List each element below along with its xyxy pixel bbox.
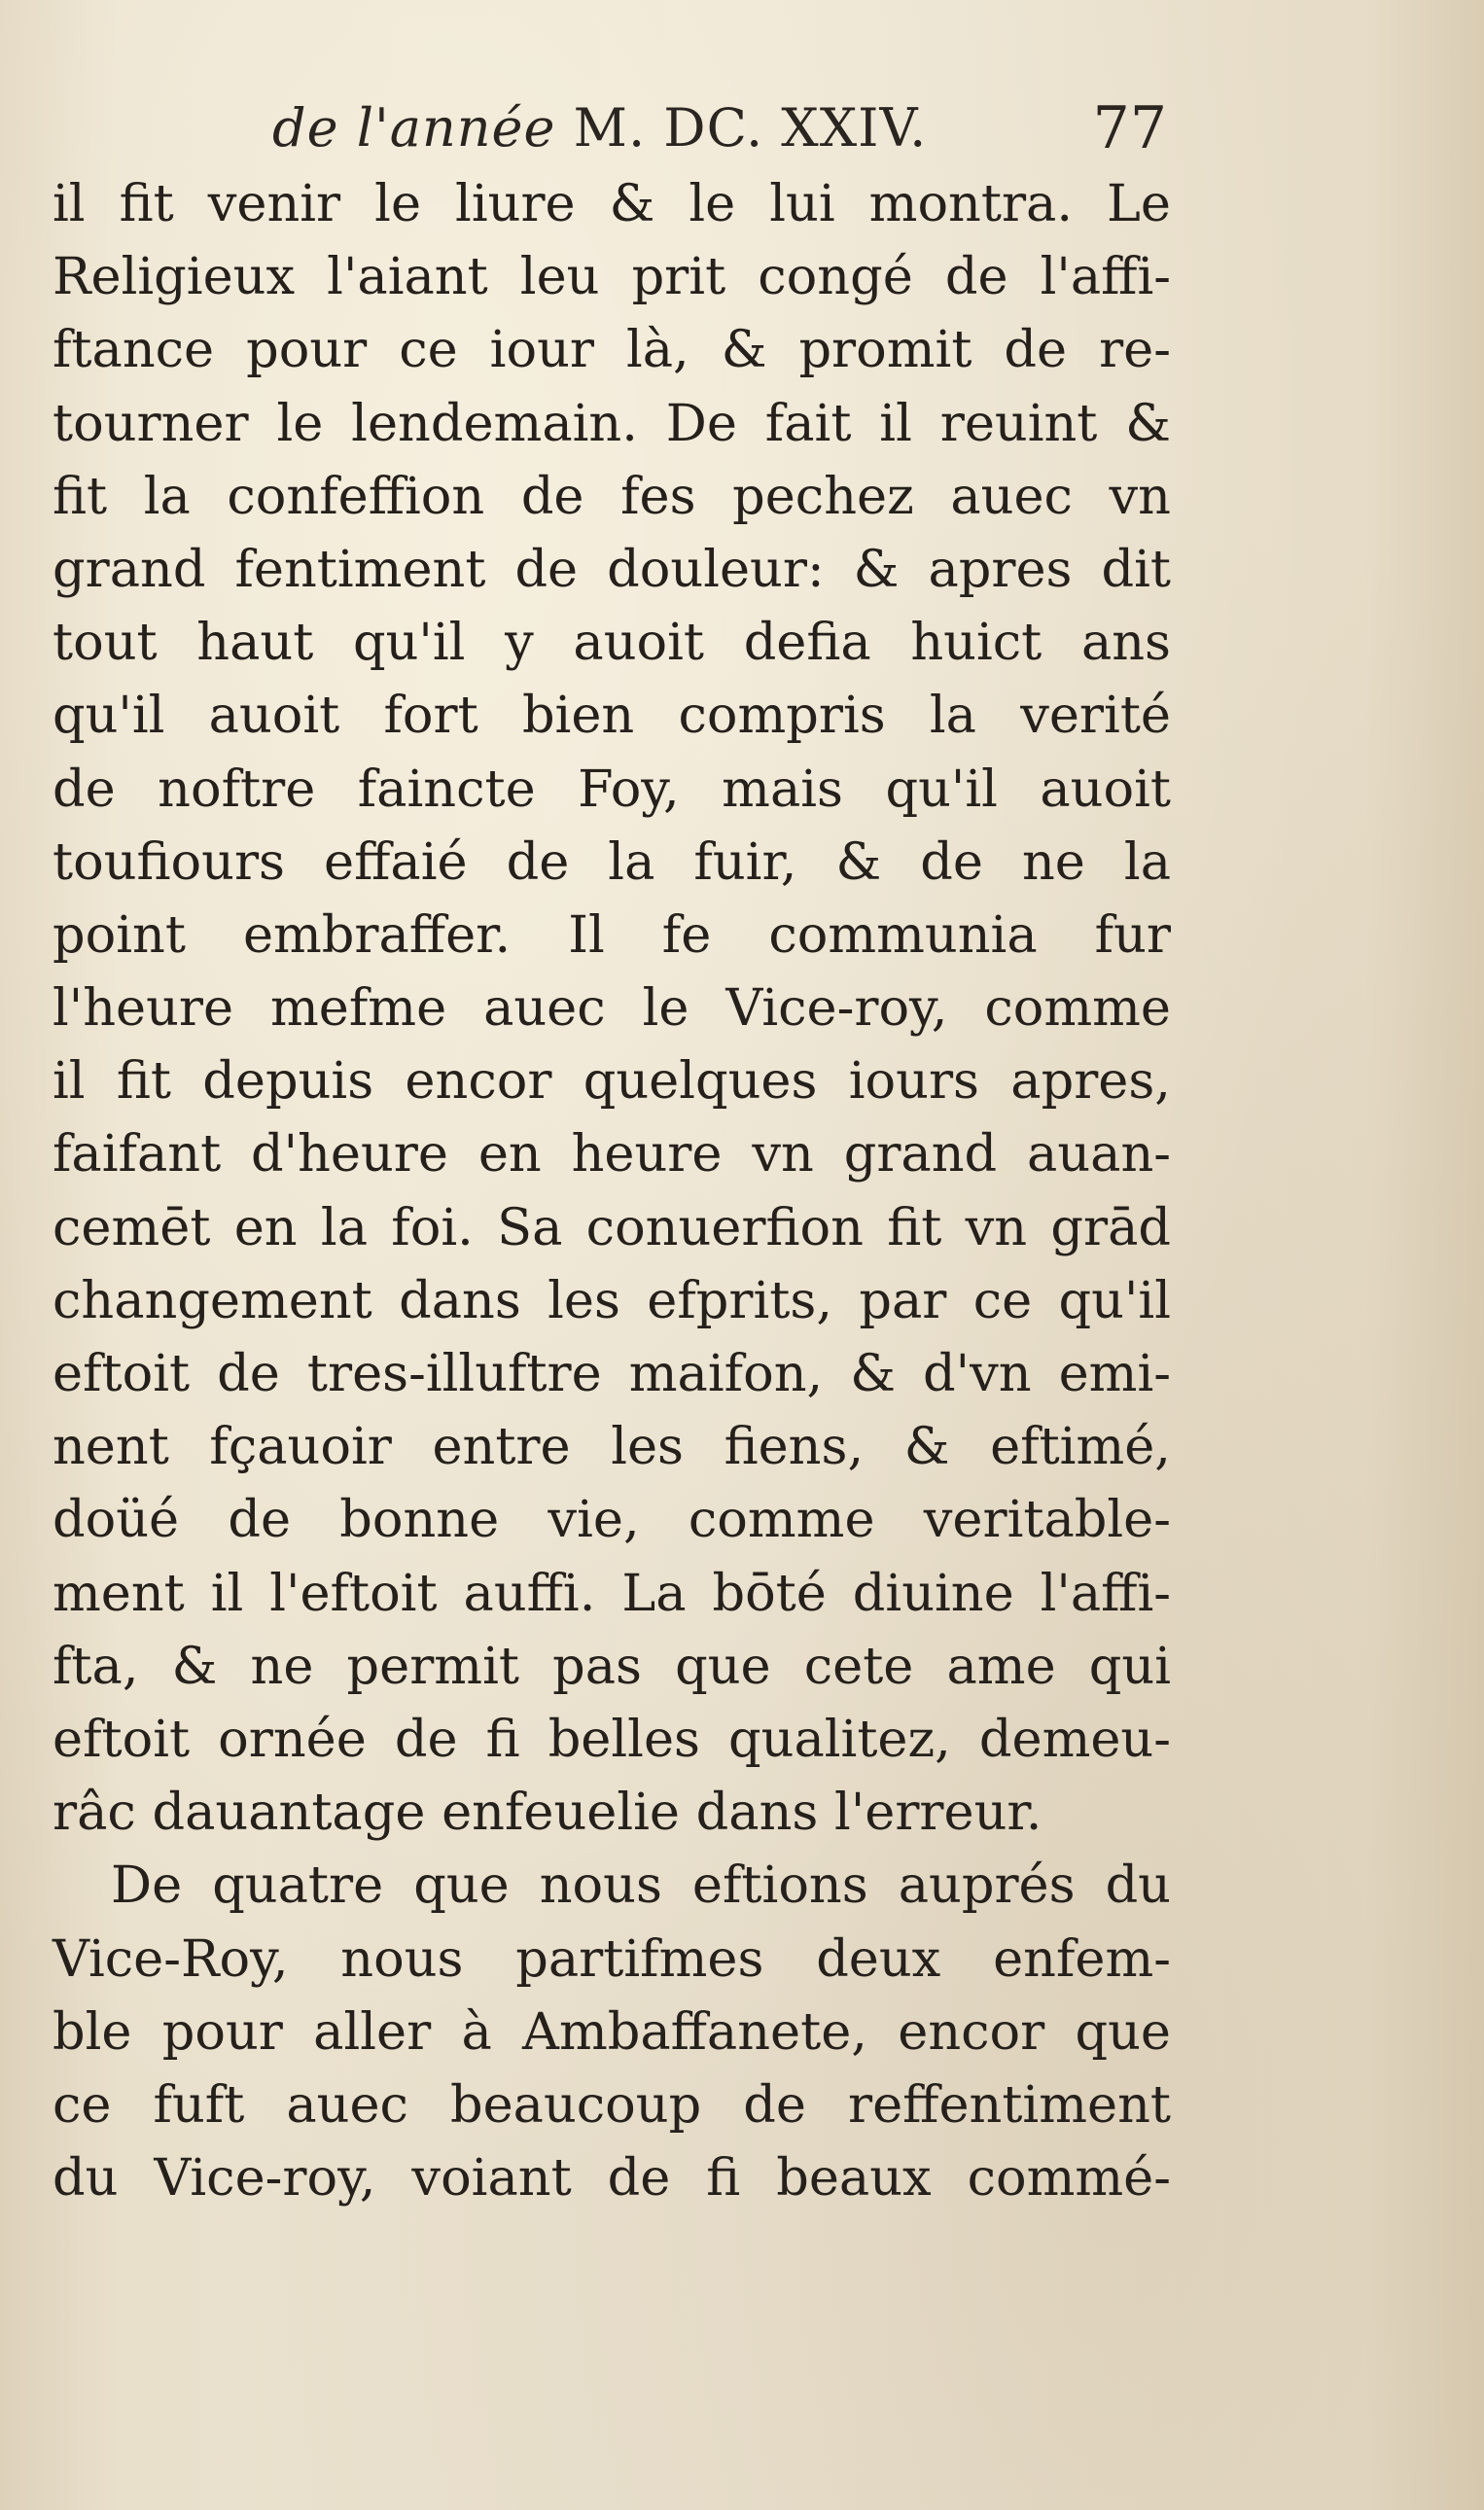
text-line: cemēt en la foi. Sa conuerfion fit vn grād — [53, 1197, 1171, 1257]
text-line: nent fçauoir entre les fiens, & eftimé, — [53, 1417, 1171, 1477]
text-line: ment il l'eftoit auffi. La bōté diuine l'affi- — [53, 1563, 1171, 1623]
text-line: l'heure mefme auec le Vice-roy, comme — [53, 978, 1171, 1039]
text-line: tourner le lendemain. De fait il reuint & — [53, 393, 1171, 453]
text-line: Religieux l'aiant leu prit congé de l'affi- — [53, 247, 1171, 307]
text-line: grand fentiment de douleur: & apres dit — [53, 539, 1171, 599]
text-line: ce fuft auec beaucoup de reffentiment — [53, 2074, 1171, 2135]
page-number: 77 — [1092, 94, 1167, 162]
page-header — [272, 89, 1167, 167]
text-line: Vice-Roy, nous partifmes deux enfem- — [53, 1928, 1171, 1989]
paragraph-1 — [53, 167, 1171, 1849]
text-line: fta, & ne permit pas que cete ame qui — [53, 1636, 1171, 1696]
text-line: eftoit de tres-illuftre maifon, & d'vn emi- — [53, 1344, 1171, 1403]
text-line: toufiours effaié de la fuir, & de ne la — [53, 831, 1171, 892]
text-line: râc dauantage enfeuelie dans l'erreur. — [53, 1783, 1042, 1843]
running-head — [272, 89, 927, 167]
text-line: tout haut qu'il y auoit defia huict ans — [53, 613, 1171, 673]
text-line: qu'il auoit fort bien compris la verité — [53, 686, 1171, 746]
text-line: fit la confeffion de fes pechez auec vn — [53, 466, 1171, 526]
text-line: de noftre faincte Foy, mais qu'il auoit — [53, 759, 1171, 819]
text-line: changement dans les efprits, par ce qu'il — [53, 1270, 1171, 1330]
running-head-year: M. DC. XXIV. — [573, 97, 928, 159]
text-line: du Vice-roy, voiant de fi beaux commé- — [53, 2148, 1171, 2209]
running-head-italic: de l'année — [272, 97, 556, 159]
text-line: doüé de bonne vie, comme veritable- — [53, 1490, 1171, 1550]
text-line: il fit depuis encor quelques iours apres, — [53, 1051, 1171, 1112]
text-line: eftoit ornée de fi belles qualitez, demeu- — [53, 1709, 1171, 1769]
paragraph-2 — [53, 1849, 1171, 2214]
text-line: ftance pour ce iour là, & promit de re- — [53, 320, 1171, 380]
text-line: point embraffer. Il fe communia fur — [53, 904, 1171, 965]
text-line: il fit venir le liure & le lui montra. Le — [53, 174, 1171, 233]
body-text — [53, 167, 1171, 2214]
text-line: faifant d'heure en heure vn grand auan- — [53, 1124, 1171, 1184]
text-line: ble pour aller à Ambaffanete, encor que — [53, 2001, 1171, 2062]
text-line: De quatre que nous eftions auprés du — [111, 1856, 1171, 1916]
